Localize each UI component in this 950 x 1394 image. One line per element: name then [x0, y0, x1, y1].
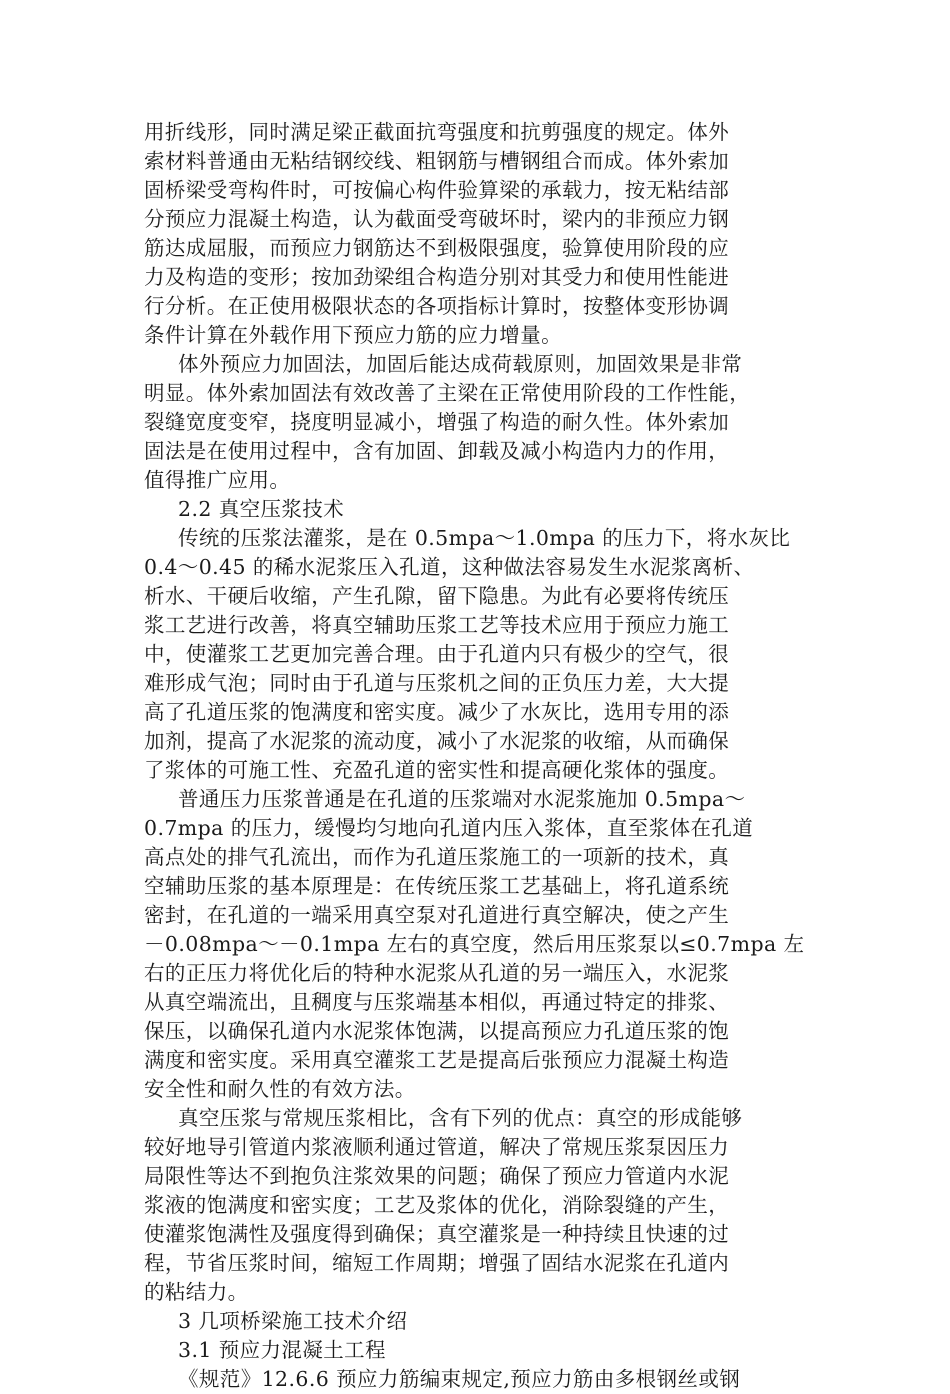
text-line: 力及构造的变形；按加劲梁组合构造分别对其受力和使用性能进 [144, 265, 730, 289]
text-line: 行分析。在正使用极限状态的各项指标计算时，按整体变形协调 [144, 294, 730, 318]
text-line: 空辅助压浆的基本原理是：在传统压浆工艺基础上，将孔道系统 [144, 874, 730, 898]
text-line: 保压，以确保孔道内水泥浆体饱满，以提高预应力孔道压浆的饱 [144, 1019, 730, 1043]
text-line: 0.7mpa 的压力，缓慢均匀地向孔道内压入浆体，直至浆体在孔道 [144, 816, 754, 840]
text-line: 浆液的饱满度和密实度；工艺及浆体的优化，消除裂缝的产生， [144, 1193, 730, 1217]
text-line: 真空压浆与常规压浆相比，含有下列的优点：真空的形成能够 [178, 1106, 743, 1130]
text-line: 中，使灌浆工艺更加完善合理。由于孔道内只有极少的空气，很 [144, 642, 730, 666]
text-line: 高点处的排气孔流出，而作为孔道压浆施工的一项新的技术，真 [144, 845, 730, 869]
text-line: －0.08mpa～－0.1mpa 左右的真空度，然后用压浆泵以≤0.7mpa 左 [144, 932, 805, 956]
text-line: 析水、干硬后收缩，产生孔隙，留下隐患。为此有必要将传统压 [144, 584, 730, 608]
text-line: 程，节省压浆时间，缩短工作周期；增强了固结水泥浆在孔道内 [144, 1251, 730, 1275]
text-line: 筋达成屈服，而预应力钢筋达不到极限强度，验算使用阶段的应 [144, 236, 730, 260]
text-line: 裂缝宽度变窄，挠度明显减小，增强了构造的耐久性。体外索加 [144, 410, 730, 434]
text-line: 传统的压浆法灌浆，是在 0.5mpa～1.0mpa 的压力下，将水灰比 [178, 526, 791, 550]
text-line: 3 几项桥梁施工技术介绍 [178, 1309, 408, 1333]
text-line: 较好地导引管道内浆液顺利通过管道，解决了常规压浆泵因压力 [144, 1135, 730, 1159]
document-body [144, 118, 804, 1394]
text-line: 局限性等达不到抱负注浆效果的问题；确保了预应力管道内水泥 [144, 1164, 730, 1188]
text-line: 分预应力混凝土构造，认为截面受弯破坏时，梁内的非预应力钢 [144, 207, 730, 231]
text-line: 难形成气泡；同时由于孔道与压浆机之间的正负压力差，大大提 [144, 671, 730, 695]
text-line: 体外预应力加固法，加固后能达成荷载原则，加固效果是非常 [178, 352, 743, 376]
text-line: 密封，在孔道的一端采用真空泵对孔道进行真空解决，使之产生 [144, 903, 730, 927]
text-line: 使灌浆饱满性及强度得到确保；真空灌浆是一种持续且快速的过 [144, 1222, 730, 1246]
text-line: 3.1 预应力混凝土工程 [178, 1338, 386, 1362]
text-line: 右的正压力将优化后的特种水泥浆从孔道的另一端压入，水泥浆 [144, 961, 730, 985]
text-line: 条件计算在外载作用下预应力筋的应力增量。 [144, 323, 562, 347]
text-line: 值得推广应用。 [144, 468, 291, 492]
text-line: 安全性和耐久性的有效方法。 [144, 1077, 416, 1101]
text-line: 普通压力压浆普通是在孔道的压浆端对水泥浆施加 0.5mpa～ [178, 787, 746, 811]
text-line: 《规范》12.6.6 预应力筋编束规定,预应力筋由多根钢丝或钢 [178, 1367, 741, 1391]
text-line: 2.2 真空压浆技术 [178, 497, 345, 521]
text-line: 从真空端流出，且稠度与压浆端基本相似，再通过特定的排浆、 [144, 990, 730, 1014]
text-line: 满度和密实度。采用真空灌浆工艺是提高后张预应力混凝土构造 [144, 1048, 730, 1072]
text-line: 固法是在使用过程中，含有加固、卸载及减小构造内力的作用， [144, 439, 730, 463]
text-line: 的粘结力。 [144, 1280, 249, 1304]
text-line: 高了孔道压浆的饱满度和密实度。减少了水灰比，选用专用的添 [144, 700, 730, 724]
text-line: 了浆体的可施工性、充盈孔道的密实性和提高硬化浆体的强度。 [144, 758, 730, 782]
text-line: 固桥梁受弯构件时，可按偏心构件验算梁的承载力，按无粘结部 [144, 178, 730, 202]
text-line: 0.4～0.45 的稀水泥浆压入孔道，这种做法容易发生水泥浆离析、 [144, 555, 755, 579]
text-line: 用折线形，同时满足梁正截面抗弯强度和抗剪强度的规定。体外 [144, 120, 730, 144]
text-line: 明显。体外索加固法有效改善了主梁在正常使用阶段的工作性能， [144, 381, 751, 405]
text-line: 加剂，提高了水泥浆的流动度，减小了水泥浆的收缩，从而确保 [144, 729, 730, 753]
text-line: 浆工艺进行改善，将真空辅助压浆工艺等技术应用于预应力施工 [144, 613, 730, 637]
text-line: 索材料普通由无粘结钢绞线、粗钢筋与槽钢组合而成。体外索加 [144, 149, 730, 173]
